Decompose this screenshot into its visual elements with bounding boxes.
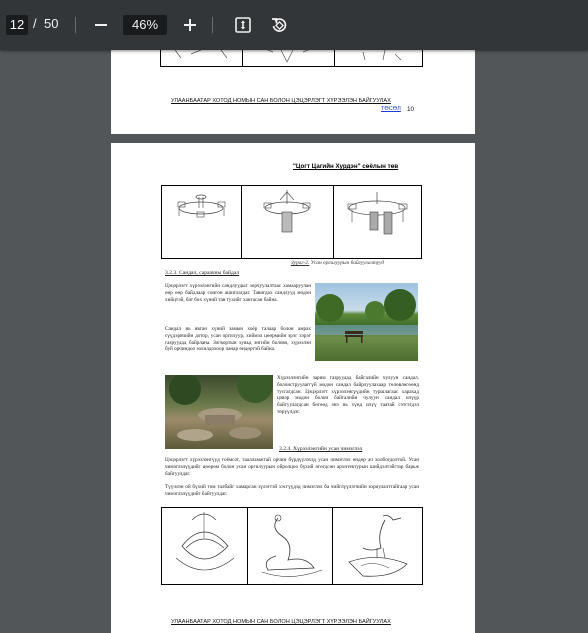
page-header: "Цогт Цагийн Хурдэн" сөёлын төв (293, 163, 399, 170)
footer-link[interactable]: ТӨСӨЛ (381, 106, 401, 112)
toolbar-divider (212, 17, 213, 33)
stone-bench-photo (165, 375, 273, 449)
section-heading: 3.2.3. Сандал, сараачны байдал (165, 270, 240, 276)
section-heading: 3.2.4. Хүрээлэнгийн усан чимэглэл (279, 446, 363, 452)
page-footer-title: УЛААНБААТАР ХОТОД НОМЫН САН БОЛОН ЦЭЦЭРЛЭГТ ХҮРЭЭЛЭН БАЙГУУЛАХ (171, 619, 391, 625)
fit-page-icon (234, 16, 252, 34)
rotate-button[interactable] (268, 14, 290, 36)
zoom-in-icon (183, 18, 197, 32)
page-footer-title: УЛААНБААТАР ХОТОД НОМЫН САН БОЛОН ЦЭЦЭРЛЭГТ ХҮРЭЭЛЭН БАЙГУУЛАХ (171, 98, 391, 104)
zoom-out-icon (94, 18, 108, 32)
body-paragraph: Цэцэрлэгт хүрээлэнгүүд гоёмсог, таалламжтай орчин бүрдүүлэхэд усан чимэглэл өндөр ач холбогдолтой. Усан чимэглэлүүдийг цөөрөм болон усан оргилуурын ойролцоо бүхий өгөгдсөн архитектурын шийдэлтэйгээр барьж байгуулдаг. (165, 457, 419, 477)
lotus-fountain-sketch (162, 508, 247, 584)
fit-page-button[interactable] (232, 14, 254, 36)
figure-caption (291, 260, 384, 266)
stone-bench-scene (165, 375, 273, 449)
fountain-design-1-image (162, 186, 241, 258)
table-cell (161, 185, 242, 259)
figure-number: Зураг-2. (291, 260, 310, 266)
body-paragraph: Сандал нь явган хүний замын хоёр талаар болон амрах сүүдэрвчийн дотор, усан оргилуур, хиймэл цөөрмийн эрэг хэрэг газруудад байрлана. Зогвортын хувьд энгийн боловч, хүрээлэн буй орчиндоо зохилдохоор чанар өндөртэй байна. (165, 326, 311, 353)
zoom-out-button[interactable] (90, 14, 112, 36)
footer-page-number: 10 (407, 106, 415, 113)
table-cell (332, 507, 423, 585)
table-cell (161, 507, 248, 585)
fountain-design-3-image (334, 186, 421, 258)
table-cell (247, 507, 333, 585)
zoom-in-button[interactable] (179, 14, 201, 36)
fountain-design-2-image (242, 186, 333, 258)
park-bench-photo (315, 283, 418, 361)
figure-caption-text: Усан оргилуурын байгуулалтууд (309, 260, 385, 266)
pdf-page-12 (111, 143, 475, 633)
body-paragraph: Цэцэрлэгт хүрээлэнгийн сандлуудыг зорчуулалтаас хамааруулан өөр өөр байдлаар сонгон ашиглагдаг. Тавигдах сандлууд модон хийцтэй, бат бөх хүний тав тухийг хангасан байна. (165, 283, 311, 303)
park-bench-scene (315, 283, 418, 361)
heron-fountain-sketch (333, 508, 422, 584)
swan-fountain-sketch (248, 508, 332, 584)
pdf-toolbar (0, 0, 588, 50)
body-paragraph: Түүчлэн ой бүхий том талбайг хамарсан зүлэгтэй хэсгүүдэд чимэглэл ба чийглүүлэгчийн зориулалттайгаар усан чимэглэлүүдийг байгуулдаг. (165, 484, 419, 497)
table-cell (241, 185, 334, 259)
toolbar-divider (75, 17, 76, 33)
page-number-input[interactable]: 12 (6, 15, 28, 35)
total-pages: 50 (44, 16, 59, 31)
zoom-level-input[interactable]: 46% (123, 15, 167, 35)
rotate-icon (270, 16, 288, 34)
page-separator: / (33, 16, 37, 31)
body-paragraph: Хүрээлэнгийн зарим газруудад байгалийн чулуун сандал, болонструуааггүй модон сандал байрлуулахаар төлөвлөгөөнд тусгагдсан. Цэцэрлэгт хүрээлэнгүүдийн туршлагаас харахад цэвэр модон болон байгалийн чулуун сандал илүүр байгуулагдсан бөгөөд энэ нь хүнд илүү таатай сэтгэгдэл төрүүлдэг. (277, 375, 419, 415)
table-cell (333, 185, 422, 259)
